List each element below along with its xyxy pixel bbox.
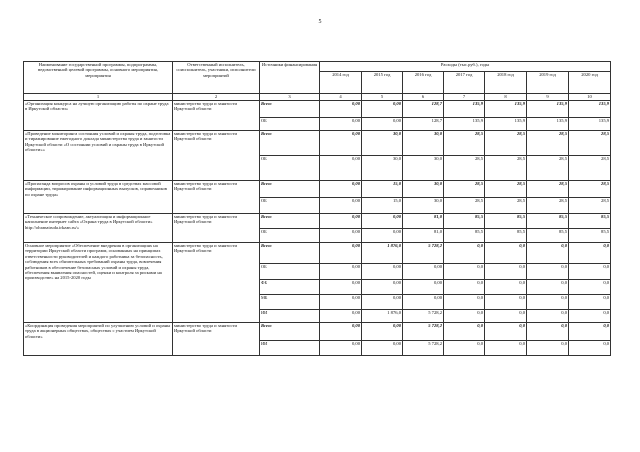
funding-source: ИИ (260, 341, 320, 356)
expense-value: 0,00 (403, 264, 444, 280)
expense-value: 0,0 (444, 310, 485, 323)
column-number: 5 (362, 94, 403, 101)
expense-value: 0,00 (362, 323, 403, 341)
funding-source: ОБ (260, 156, 320, 181)
expense-value: 28,5 (485, 156, 527, 181)
expense-value: 5 728,2 (403, 323, 444, 341)
expense-value: 0,0 (485, 341, 527, 356)
funding-source: ИИ (260, 310, 320, 323)
expense-value: 28,5 (444, 131, 485, 156)
expense-value: 28,5 (569, 131, 611, 156)
expense-value: 85,5 (485, 214, 527, 229)
expense-value: 5 728,2 (403, 341, 444, 356)
expense-value: 15,0 (362, 181, 403, 198)
table-row (24, 131, 611, 156)
year-header: 2016 год (403, 72, 444, 94)
year-header: 2017 год (444, 72, 485, 94)
funding-source: ОБ (260, 229, 320, 243)
expense-value: 28,5 (444, 181, 485, 198)
expense-value: 81,0 (403, 229, 444, 243)
expense-value: 0,0 (485, 264, 527, 280)
expense-value: 0,0 (569, 341, 611, 356)
expense-value: 0,00 (362, 101, 403, 118)
expense-value: 0,00 (320, 280, 362, 295)
column-number: 4 (320, 94, 362, 101)
expense-value: 81,0 (403, 214, 444, 229)
column-number: 3 (260, 94, 320, 101)
funding-source: ОБ (260, 264, 320, 280)
expense-value: 135,9 (444, 118, 485, 131)
funding-source: Всего (260, 101, 320, 118)
expense-value: 0,00 (320, 323, 362, 341)
funding-source: Всего (260, 181, 320, 198)
expense-value: 0,0 (569, 264, 611, 280)
expense-value: 85,5 (444, 214, 485, 229)
expense-value: 0,0 (444, 264, 485, 280)
expense-value: 0,00 (320, 243, 362, 264)
activity-name: «Пропаганда вопросов охраны и условий труда в средствах массовой информации, тиражирование информационных выпусков, справочников по охране труда» (24, 181, 173, 214)
expense-value: 85,5 (569, 229, 611, 243)
expense-value: 28,5 (569, 156, 611, 181)
expense-value: 5 728,2 (403, 310, 444, 323)
expense-value: 135,9 (527, 101, 569, 118)
expense-value: 0,0 (527, 310, 569, 323)
expense-value: 0,0 (485, 310, 527, 323)
expense-value: 0,00 (403, 295, 444, 310)
expense-value: 0,0 (444, 280, 485, 295)
column-number: 9 (527, 94, 569, 101)
expense-value: 0,0 (569, 243, 611, 264)
funding-source: ОБ (260, 118, 320, 131)
expense-value: 135,9 (485, 101, 527, 118)
column-number: 10 (569, 94, 611, 101)
activity-executor: министерство труда и занятости Иркутской области (173, 131, 260, 181)
activity-name: «Проведение мониторинга состояния условий и охраны труда, подготовка и тиражирование ежегодного доклада министерства труда и занятости Иркутской области «О состоянии условий и охраны труда в Иркутской области»» (24, 131, 173, 181)
expense-value: 0,0 (485, 295, 527, 310)
activity-name: «Координация проведения мероприятий по улучшению условий и охраны труда в акционерных обществах, обществах с участием Иркутской области» (24, 323, 173, 356)
expense-value: 0,0 (569, 295, 611, 310)
expense-value: 30,0 (403, 131, 444, 156)
expense-value: 135,9 (569, 118, 611, 131)
expense-value: 0,0 (527, 341, 569, 356)
expense-value: 0,00 (320, 341, 362, 356)
expense-value: 28,5 (527, 181, 569, 198)
expense-value: 0,00 (320, 214, 362, 229)
expense-value: 30,0 (403, 198, 444, 214)
year-header: 2014 год (320, 72, 362, 94)
header-executor: Ответственный исполнитель, соисполнитель, участники, исполнители мероприятий (173, 62, 260, 94)
activity-name: Основное мероприятие «Обеспечение внедрения в организациях на территории Иркутской области программ, основанных на принципах ответственности руководителей и каждого работника за безопасность, соблюдения всех обязательных требований охраны труда, вовлечения работников в обеспечение безопасных условий и охраны труда, обеспечения выявления опасностей, оценки и контроля за рисками на производстве» на 2015-2020 годы (24, 243, 173, 323)
table-row (24, 181, 611, 198)
expense-value: 28,5 (527, 131, 569, 156)
activity-name: «Организация конкурса на лучшую организацию работы по охране труда в Иркутской области» (24, 101, 173, 131)
activity-executor: министерство труда и занятости Иркутской области (173, 101, 260, 131)
activity-executor: министерство труда и занятости Иркутской области (173, 181, 260, 214)
expense-value: 28,5 (444, 198, 485, 214)
year-header: 2015 год (362, 72, 403, 94)
expense-value: 0,0 (527, 323, 569, 341)
column-number: 1 (24, 94, 173, 101)
expense-value: 0,00 (320, 310, 362, 323)
expense-value: 0,00 (320, 295, 362, 310)
expense-value: 28,5 (485, 198, 527, 214)
expense-value: 0,0 (444, 323, 485, 341)
expense-value: 0,00 (320, 181, 362, 198)
expense-value: 0,0 (485, 280, 527, 295)
expense-value: 0,0 (569, 310, 611, 323)
expense-value: 0,0 (527, 280, 569, 295)
expense-value: 0,00 (362, 229, 403, 243)
funding-source: МБ (260, 295, 320, 310)
activity-name: «Техническое сопровождение, актуализация и информационное наполнение интернет сайта «Охрана труда в Иркутской области» http://ohranatruda.irkzan.ru/» (24, 214, 173, 243)
expense-value: 1 876,0 (362, 243, 403, 264)
expense-value: 5 728,2 (403, 243, 444, 264)
expense-value: 0,00 (362, 264, 403, 280)
page-number: 5 (318, 19, 322, 25)
expense-value: 135,9 (485, 118, 527, 131)
expense-value: 0,0 (569, 280, 611, 295)
expense-value: 85,5 (485, 229, 527, 243)
year-header: 2018 год (485, 72, 527, 94)
expense-value: 0,00 (403, 280, 444, 295)
expense-value: 85,5 (444, 229, 485, 243)
expense-value: 85,5 (527, 214, 569, 229)
expense-value: 0,00 (362, 341, 403, 356)
header-expenses: Расходы (тыс.руб.), годы (320, 62, 611, 72)
activity-executor: министерство труда и занятости Иркутской области (173, 243, 260, 323)
column-number: 7 (444, 94, 485, 101)
expense-value: 0,00 (320, 156, 362, 181)
funding-source: ОБ (260, 198, 320, 214)
expense-value: 128,7 (403, 101, 444, 118)
expense-value: 0,0 (485, 243, 527, 264)
column-number: 8 (485, 94, 527, 101)
expense-value: 0,0 (444, 341, 485, 356)
expense-value: 0,0 (569, 323, 611, 341)
expense-value: 0,0 (527, 243, 569, 264)
expense-value: 30,0 (403, 156, 444, 181)
expense-value: 15,0 (362, 198, 403, 214)
expense-value: 0,0 (527, 295, 569, 310)
funding-source: Всего (260, 131, 320, 156)
expense-value: 0,00 (320, 101, 362, 118)
expense-value: 30,0 (362, 131, 403, 156)
expense-value: 0,00 (362, 118, 403, 131)
activity-executor: министерство труда и занятости Иркутской области (173, 214, 260, 243)
expense-value: 0,00 (320, 118, 362, 131)
expense-value: 28,5 (569, 181, 611, 198)
expense-value: 0,0 (444, 295, 485, 310)
expense-value: 0,00 (320, 229, 362, 243)
expense-value: 0,00 (320, 264, 362, 280)
table-row (24, 243, 611, 264)
expense-value: 0,00 (320, 198, 362, 214)
expense-value: 135,9 (444, 101, 485, 118)
expense-value: 1 876,0 (362, 310, 403, 323)
expense-value: 30,0 (362, 156, 403, 181)
table-row (24, 101, 611, 118)
header-name: Наименование государственной программы, подпрограммы, ведомственной целевой программы, основного мероприятия, мероприятия (24, 62, 173, 94)
expense-value: 0,0 (444, 243, 485, 264)
expense-value: 0,00 (320, 131, 362, 156)
expense-value: 85,5 (527, 229, 569, 243)
header-source: Источники финансирования (260, 62, 320, 94)
expense-value: 28,5 (569, 198, 611, 214)
expense-value: 28,5 (527, 198, 569, 214)
funding-source: Всего (260, 323, 320, 341)
expense-value: 0,00 (362, 214, 403, 229)
expense-value: 28,5 (485, 181, 527, 198)
year-header: 2020 год (569, 72, 611, 94)
expense-value: 0,0 (485, 323, 527, 341)
funding-source: Всего (260, 243, 320, 264)
expense-value: 128,7 (403, 118, 444, 131)
column-number: 2 (173, 94, 260, 101)
funding-source: Всего (260, 214, 320, 229)
funding-source: ФБ (260, 280, 320, 295)
column-number: 6 (403, 94, 444, 101)
expense-value: 135,9 (569, 101, 611, 118)
budget-table (23, 61, 611, 356)
activity-executor: министерство труда и занятости Иркутской области (173, 323, 260, 356)
expense-value: 0,0 (527, 264, 569, 280)
year-header: 2019 год (527, 72, 569, 94)
expense-value: 0,00 (362, 295, 403, 310)
expense-value: 0,00 (362, 280, 403, 295)
table-row (24, 323, 611, 341)
table-row (24, 214, 611, 229)
expense-value: 30,0 (403, 181, 444, 198)
expense-value: 28,5 (485, 131, 527, 156)
expense-value: 85,5 (569, 214, 611, 229)
expense-value: 28,5 (527, 156, 569, 181)
expense-value: 135,9 (527, 118, 569, 131)
expense-value: 28,5 (444, 156, 485, 181)
